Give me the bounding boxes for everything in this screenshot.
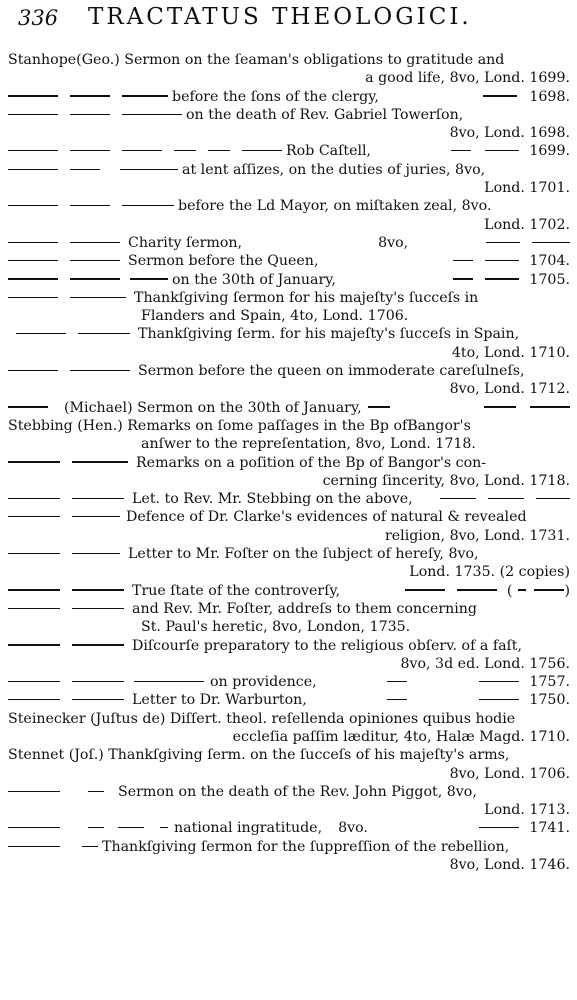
entry-imprint: religion, 8vo, Lond. 1731. (385, 527, 570, 544)
entry-year: 1699. (529, 143, 570, 160)
entry-text: before the Ld Mayor, on miſtaken zeal, 8vo. (178, 198, 492, 215)
ditto-dash (8, 516, 60, 517)
entry-imprint: anſwer to the repreſentation, 8vo, Lond. 1718. (141, 436, 476, 453)
catalogue-entry (8, 142, 570, 160)
ditto-dash (8, 242, 58, 243)
entry-text: Thankſgiving ſermon for the ſuppreſſion of the rebellion, (102, 838, 510, 855)
ditto-dash (534, 589, 564, 590)
entry-imprint: a good life, 8vo, Lond. 1699. (365, 70, 570, 87)
ditto-dash (70, 150, 110, 151)
ditto-dash (8, 260, 58, 261)
ditto-dash (174, 150, 196, 151)
entry-line (8, 271, 570, 289)
ditto-dash (8, 681, 60, 682)
ditto-dash (122, 114, 182, 115)
ditto-dash (78, 333, 130, 334)
entry-imprint: eccleſia paſſim læditur, 4to, Halæ Magd. 1710. (232, 728, 570, 745)
ditto-dash (479, 827, 519, 828)
entry-text: Letter to Mr. Foſter on the ſubject of hereſy, 8vo, (128, 546, 479, 563)
entry-format: 8vo. (338, 820, 368, 837)
entry-text: national ingratitude, (174, 820, 323, 837)
entry-imprint: Lond. 1735. (2 copies) (409, 564, 570, 581)
entry-imprint: 8vo, Lond. 1712. (449, 381, 570, 398)
ditto-dash (8, 644, 60, 645)
entry-text: Charity ſermon, (128, 234, 243, 251)
catalogue-entry (8, 508, 570, 545)
entry-imprint: 8vo, 3d ed. Lond. 1756. (400, 655, 570, 672)
entry-line (8, 600, 570, 618)
entry-continuation (8, 728, 570, 746)
ditto-dash (368, 406, 390, 407)
entry-imprint: St. Paul's heretic, 8vo, London, 1735. (141, 619, 411, 636)
catalogue-entries (8, 51, 570, 874)
ditto-dash (8, 498, 60, 499)
page-header (0, 2, 577, 36)
catalogue-entry (8, 600, 570, 637)
entry-format: 8vo, (378, 234, 409, 251)
entry-line (8, 819, 570, 837)
catalogue-entry (8, 673, 570, 691)
entry-text: and Rev. Mr. Foſter, addreſs to them concerning (132, 600, 478, 617)
entry-line (8, 710, 570, 728)
ditto-dash (530, 406, 570, 407)
entry-continuation (8, 69, 570, 87)
page-number: 336 (18, 6, 59, 30)
entry-text: Stennet (Joſ.) Thankſgiving ſerm. on the ſucceſs of his majeſty's arms, (8, 747, 510, 764)
ditto-dash (72, 608, 124, 609)
entry-imprint: 8vo, Lond. 1706. (449, 765, 570, 782)
ditto-dash (8, 699, 60, 700)
ditto-dash (88, 827, 104, 828)
entry-line (8, 490, 570, 508)
ditto-dash (8, 553, 60, 554)
catalogue-entry (8, 637, 570, 674)
ditto-dash (70, 297, 126, 298)
catalogue-entry (8, 819, 570, 837)
ditto-dash (8, 608, 60, 609)
ditto-dash (518, 589, 526, 590)
entry-line (8, 637, 570, 655)
ditto-dash (70, 370, 130, 371)
ditto-dash (8, 406, 48, 407)
entry-text: (Michael) Sermon on the 30th of January, (64, 399, 362, 416)
ditto-dash (488, 498, 524, 499)
ditto-dash (536, 498, 570, 499)
ditto-dash (453, 278, 473, 279)
entry-line (8, 197, 570, 215)
entry-line (8, 783, 570, 801)
catalogue-entry (8, 417, 570, 454)
ditto-dash (82, 846, 98, 847)
catalogue-entry (8, 106, 570, 143)
entry-continuation (8, 801, 570, 819)
entry-text: on the 30th of January, (172, 271, 336, 288)
ditto-dash (8, 589, 60, 590)
ditto-dash (122, 150, 162, 151)
entry-text: Diſcourſe preparatory to the religious obſerv. of a faſt, (132, 637, 523, 654)
entry-text: at lent aſſizes, on the duties of juries, 8vo, (182, 161, 486, 178)
ditto-dash (8, 297, 58, 298)
ditto-dash (485, 150, 519, 151)
ditto-dash (457, 589, 497, 590)
ditto-dash (451, 150, 471, 151)
entry-text: on providence, (210, 674, 317, 691)
ditto-dash (208, 150, 230, 151)
ditto-dash (8, 114, 58, 115)
ditto-dash (483, 95, 517, 96)
ditto-dash (387, 681, 407, 682)
entry-text: Sermon on the death of the Rev. John Piggot, 8vo, (118, 783, 477, 800)
entry-year: 1757. (529, 674, 570, 691)
ditto-dash (70, 95, 110, 96)
catalogue-entry (8, 88, 570, 106)
catalogue-entry (8, 783, 570, 820)
ditto-dash (532, 242, 570, 243)
ditto-dash (72, 516, 120, 517)
entry-line (8, 362, 570, 380)
entry-continuation (8, 216, 570, 234)
catalogue-entry (8, 289, 570, 326)
ditto-dash (484, 406, 516, 407)
ditto-dash (8, 827, 60, 828)
catalogue-entry (8, 51, 570, 88)
entry-imprint: Lond. 1702. (484, 216, 570, 233)
entry-line (8, 289, 570, 307)
entry-continuation (8, 563, 570, 581)
entry-continuation (8, 655, 570, 673)
catalogue-entry (8, 252, 570, 270)
catalogue-entry (8, 197, 570, 234)
entry-imprint: cerning ſincerity, 8vo, Lond. 1718. (322, 472, 570, 489)
entry-text: True ſtate of the controverſy, (132, 582, 341, 599)
entry-continuation (8, 307, 570, 325)
entry-line (8, 545, 570, 563)
ditto-dash (485, 260, 519, 261)
ditto-dash (70, 278, 120, 279)
entry-continuation (8, 765, 570, 783)
entry-imprint: Lond. 1713. (484, 802, 570, 819)
ditto-dash (122, 95, 168, 96)
entry-year: 1750. (529, 692, 570, 709)
running-title: TRACTATUS THEOLOGICI. (88, 4, 472, 30)
ditto-dash (453, 260, 473, 261)
ditto-dash (16, 333, 66, 334)
entry-year: 1705. (529, 271, 570, 288)
catalogue-entry (8, 746, 570, 783)
entry-text: Let. to Rev. Mr. Stebbing on the above, (132, 491, 413, 508)
entry-text: Steinecker (Juſtus de) Diſſert. theol. reſellenda opiniones quibus hodie (8, 710, 516, 727)
entry-line (8, 234, 570, 252)
entry-continuation (8, 344, 570, 362)
ditto-dash (70, 169, 100, 170)
ditto-dash (134, 681, 204, 682)
ditto-dash (88, 791, 104, 792)
entry-line (8, 673, 570, 691)
ditto-dash (72, 498, 124, 499)
catalogue-entry (8, 582, 570, 600)
entry-bracket-open: ( (506, 582, 513, 599)
ditto-dash (405, 589, 445, 590)
entry-text: Rob Caſtell, (286, 143, 372, 160)
entry-line (8, 838, 570, 856)
entry-line (8, 508, 570, 526)
entry-text: Letter to Dr. Warburton, (132, 692, 307, 709)
ditto-dash (72, 589, 124, 590)
catalogue-entry (8, 490, 570, 508)
entry-line (8, 142, 570, 160)
entry-line (8, 582, 570, 600)
entry-text: Remarks on a poſition of the Bp of Bangor's con- (136, 454, 487, 471)
entry-text: Sermon before the queen on immoderate careſulneſs, (138, 363, 525, 380)
entry-continuation (8, 124, 570, 142)
ditto-dash (72, 553, 120, 554)
catalogue-entry (8, 545, 570, 582)
catalogue-entry (8, 710, 570, 747)
entry-continuation (8, 618, 570, 636)
entry-text: before the ſons of the clergy, (172, 88, 379, 105)
entry-year: 1704. (529, 253, 570, 270)
ditto-dash (120, 169, 178, 170)
entry-imprint: 8vo, Lond. 1746. (449, 857, 570, 874)
entry-continuation (8, 179, 570, 197)
entry-continuation (8, 527, 570, 545)
ditto-dash (8, 205, 58, 206)
catalogue-entry (8, 454, 570, 491)
ditto-dash (8, 846, 60, 847)
catalogue-entry (8, 362, 570, 399)
entry-continuation (8, 856, 570, 874)
entry-text: on the death of Rev. Gabriel Towerſon, (186, 106, 464, 123)
entry-text: Stanhope(Geo.) Sermon on the ſeaman's obligations to gratitude and (8, 52, 505, 68)
ditto-dash (440, 498, 476, 499)
ditto-dash (72, 681, 124, 682)
entry-line (8, 746, 570, 764)
ditto-dash (479, 681, 519, 682)
entry-imprint: 4to, Lond. 1710. (451, 344, 570, 361)
catalogue-entry (8, 325, 570, 362)
entry-text: Sermon before the Queen, (128, 253, 319, 270)
ditto-dash (160, 827, 168, 828)
ditto-dash (70, 205, 110, 206)
entry-line (8, 51, 570, 69)
entry-line (8, 161, 570, 179)
entry-line (8, 691, 570, 709)
ditto-dash (72, 644, 124, 645)
ditto-dash (130, 278, 168, 279)
entry-text: Stebbing (Hen.) Remarks on ſome paſſages in the Bp ofBangor's (8, 417, 471, 434)
ditto-dash (485, 278, 519, 279)
catalogue-entry (8, 399, 570, 417)
entry-line (8, 252, 570, 270)
entry-imprint: 8vo, Lond. 1698. (449, 125, 570, 142)
ditto-dash (8, 370, 58, 371)
catalogue-entry (8, 161, 570, 198)
entry-line (8, 325, 570, 343)
ditto-dash (479, 699, 519, 700)
ditto-dash (8, 278, 58, 279)
entry-continuation (8, 380, 570, 398)
catalogue-entry (8, 271, 570, 289)
ditto-dash (8, 461, 60, 462)
entry-text: Thankſgiving ſermon for his majeſty's ſucceſs in (134, 289, 479, 306)
ditto-dash (118, 827, 144, 828)
ditto-dash (8, 169, 58, 170)
ditto-dash (72, 699, 124, 700)
entry-continuation (8, 472, 570, 490)
ditto-dash (8, 791, 60, 792)
entry-year: 1698. (529, 88, 570, 105)
catalogue-entry (8, 691, 570, 709)
ditto-dash (8, 95, 58, 96)
ditto-dash (387, 699, 407, 700)
entry-bracket-close: ) (564, 582, 570, 599)
entry-line (8, 399, 570, 417)
ditto-dash (70, 260, 120, 261)
entry-line (8, 106, 570, 124)
entry-continuation (8, 435, 570, 453)
ditto-dash (242, 150, 282, 151)
entry-line (8, 88, 570, 106)
entry-text: Defence of Dr. Clarke's evidences of natural & revealed (126, 509, 527, 526)
entry-imprint: Flanders and Spain, 4to, Lond. 1706. (141, 308, 409, 325)
ditto-dash (8, 150, 58, 151)
entry-line (8, 417, 570, 435)
catalogue-entry (8, 234, 570, 252)
entry-year: 1741. (529, 820, 570, 837)
ditto-dash (122, 205, 174, 206)
entry-line (8, 454, 570, 472)
ditto-dash (70, 114, 110, 115)
ditto-dash (70, 242, 120, 243)
ditto-dash (72, 461, 128, 462)
catalogue-entry (8, 838, 570, 875)
entry-imprint: Lond. 1701. (484, 180, 570, 197)
ditto-dash (486, 242, 520, 243)
entry-text: Thankſgiving ſerm. for his majeſty's ſucceſs in Spain, (138, 326, 520, 343)
